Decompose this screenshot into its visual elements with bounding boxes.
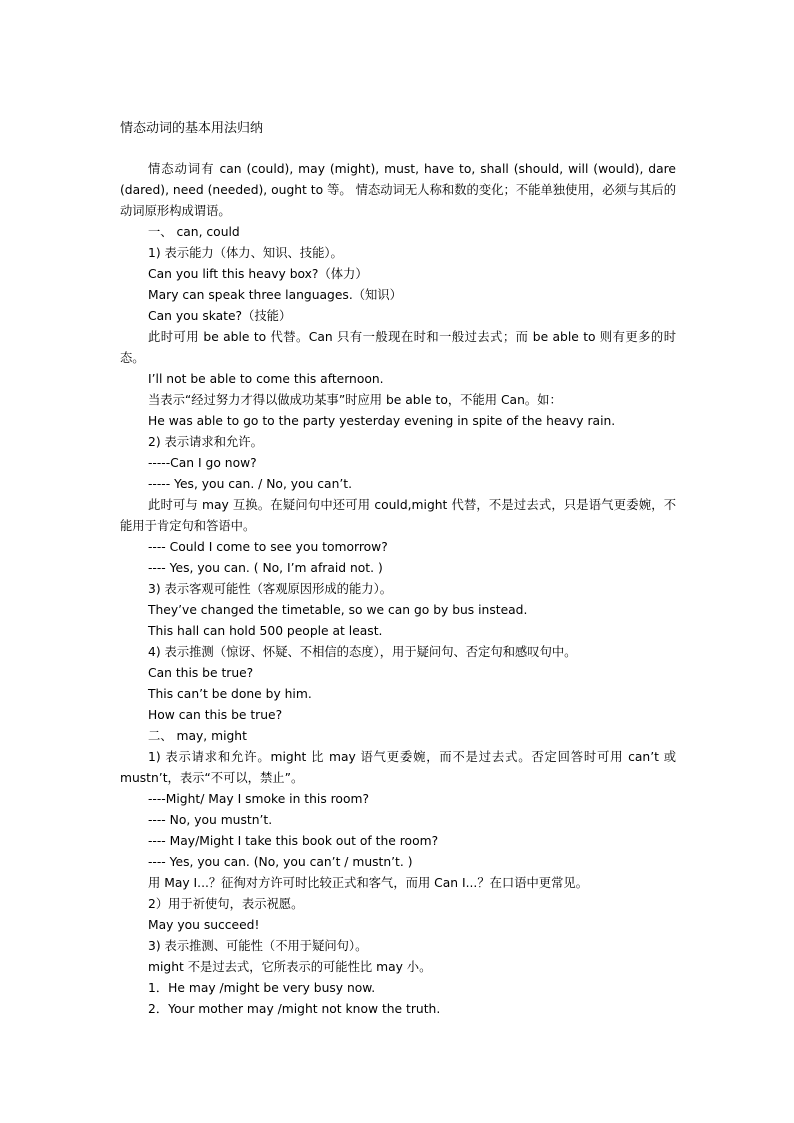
explanation-line: 当表示“经过努力才得以做成功某事”时应用 be able to，不能用 Can。如： <box>148 393 562 407</box>
example-sentence: How can this be true? <box>148 708 283 722</box>
example-sentence: I’ll not be able to come this afternoon. <box>148 372 384 386</box>
dialogue-line: -----Can I go now? <box>148 456 257 470</box>
example-sentence: He was able to go to the party yesterday evening in spite of the heavy rain. <box>148 414 616 428</box>
explanation-paragraph: 此时可与 may 互换。在疑问句中还可用 could,might 代替，不是过去式，只是语气更委婉，不能用于肯定句和答语中。 <box>120 498 676 533</box>
intro-paragraph: 情态动词有 can (could), may (might), must, have to, shall (should, will (would), dare (dared), need (needed), ought to 等。 情态动词无人称和数的变化；不能单独使用，必须与其后的动词原形构成谓语。 <box>120 162 676 218</box>
example-sentence: This hall can hold 500 people at least. <box>148 624 383 638</box>
example-sentence: Can this be true? <box>148 666 254 680</box>
point-heading: 1) 表示能力（体力、知识、技能）。 <box>148 246 343 260</box>
dialogue-line: ----- Yes, you can. / No, you can’t. <box>148 477 352 491</box>
example-sentence: Can you lift this heavy box?（体力） <box>148 267 368 281</box>
explanation-paragraph: 此时可用 be able to 代替。Can 只有一般现在时和一般过去式；而 be able to 则有更多的时态。 <box>120 330 676 365</box>
point-heading: 2）用于祈使句，表示祝愿。 <box>148 897 304 911</box>
explanation-line: might 不是过去式，它所表示的可能性比 may 小。 <box>148 960 432 974</box>
point-heading: 3) 表示推测、可能性（不用于疑问句）。 <box>148 939 368 953</box>
point-heading: 2) 表示请求和允许。 <box>148 435 263 449</box>
dialogue-line: ---- Yes, you can. (No, you can’t / mustn’t. ) <box>148 855 413 869</box>
example-sentence: Mary can speak three languages.（知识） <box>148 288 402 302</box>
section-heading-can-could: 一、 can, could <box>148 225 240 239</box>
point-heading: 3) 表示客观可能性（客观原因形成的能力）。 <box>148 582 393 596</box>
document-title: 情态动词的基本用法归纳 <box>120 121 264 136</box>
explanation-line: 用 May I...？征徇对方许可时比较正式和客气，而用 Can I...？在口语中更常见。 <box>148 876 588 890</box>
numbered-example: 2．Your mother may /might not know the truth. <box>148 1002 441 1016</box>
numbered-example: 1．He may /might be very busy now. <box>148 981 376 995</box>
example-sentence: May you succeed! <box>148 918 260 932</box>
section-heading-may-might: 二、 may, might <box>148 729 247 743</box>
dialogue-line: ---- Yes, you can. ( No, I’m afraid not. ) <box>148 561 383 575</box>
explanation-paragraph: 1) 表示请求和允许。might 比 may 语气更委婉，而不是过去式。否定回答时可用 can’t 或 mustn’t，表示“不可以，禁止”。 <box>120 750 676 785</box>
point-heading: 4) 表示推测（惊讶、怀疑、不相信的态度），用于疑问句、否定句和感叹句中。 <box>148 645 577 659</box>
dialogue-line: ---- May/Might I take this book out of the room? <box>148 834 439 848</box>
dialogue-line: ---- No, you mustn’t. <box>148 813 273 827</box>
example-sentence: They’ve changed the timetable, so we can go by bus instead. <box>148 603 528 617</box>
document-body <box>120 159 676 1020</box>
example-sentence: Can you skate?（技能） <box>148 309 292 323</box>
dialogue-line: ----Might/ May I smoke in this room? <box>148 792 369 806</box>
dialogue-line: ---- Could I come to see you tomorrow? <box>148 540 388 554</box>
example-sentence: This can’t be done by him. <box>148 687 312 701</box>
